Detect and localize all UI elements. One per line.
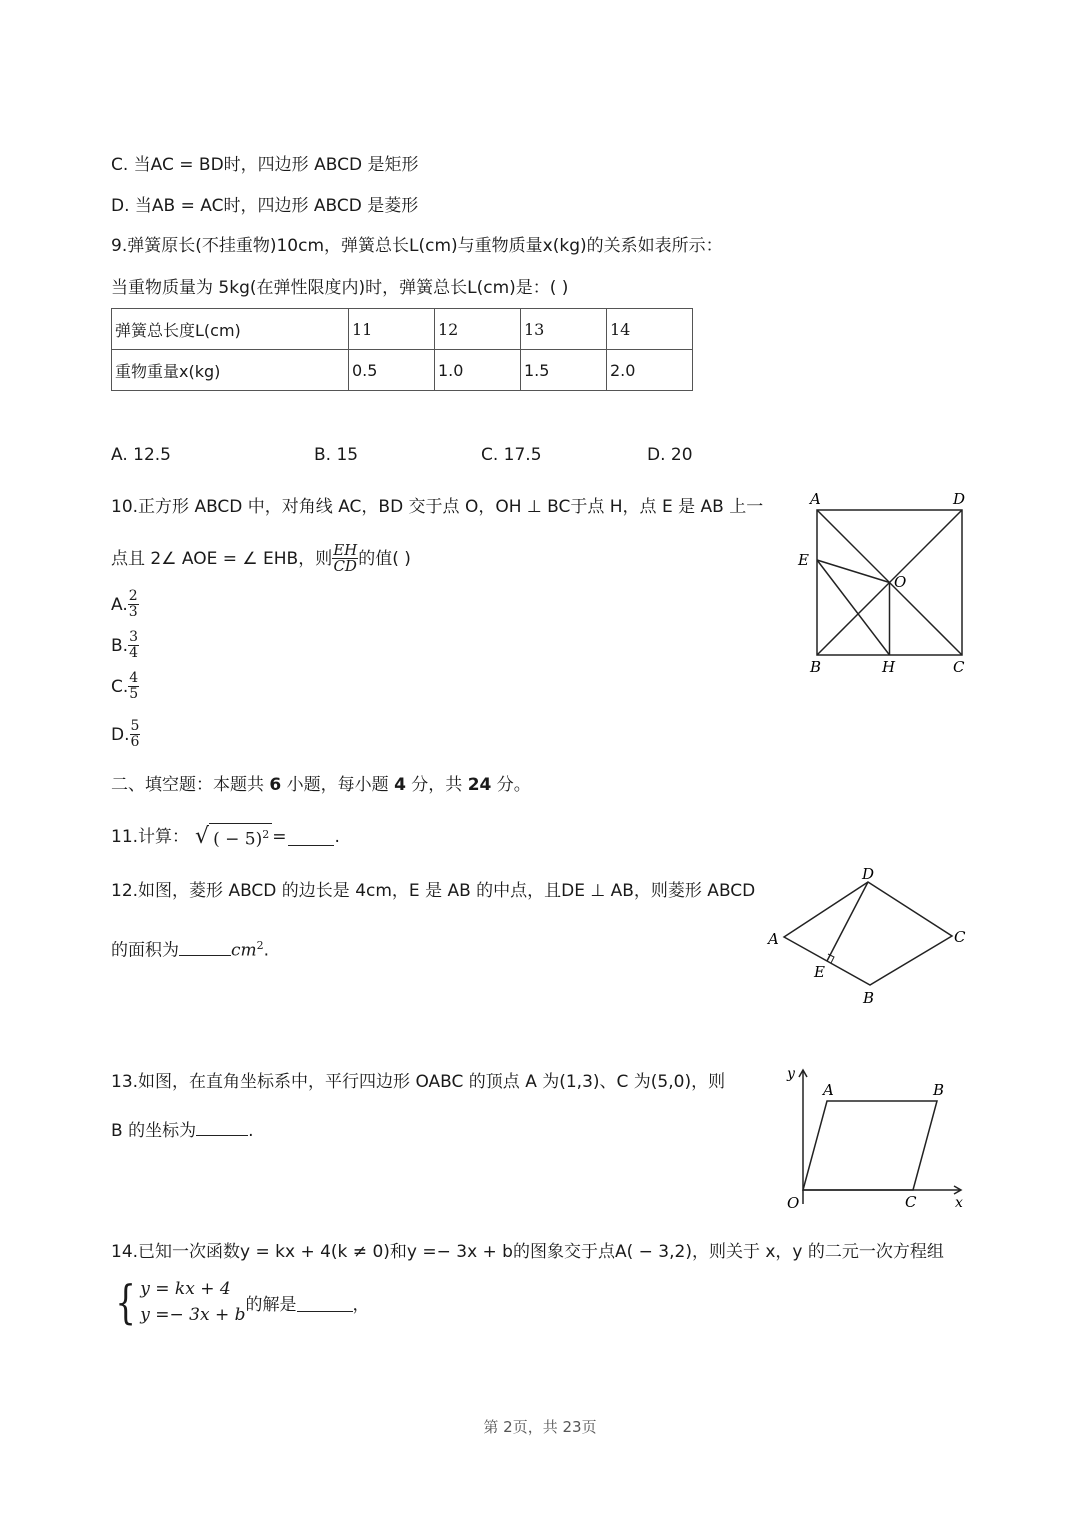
label-d: D bbox=[862, 865, 875, 883]
label-b: B bbox=[863, 989, 875, 1007]
option-fraction bbox=[128, 671, 139, 702]
section2-count: 6 bbox=[269, 775, 282, 795]
option-label: A. bbox=[111, 594, 128, 615]
page-footer: 第 2页，共 23页 bbox=[483, 1418, 597, 1436]
option-label: C. bbox=[111, 676, 129, 697]
q12-unit: cm bbox=[231, 940, 257, 961]
q10-square-figure bbox=[790, 485, 980, 680]
label-o: O bbox=[894, 573, 907, 591]
fraction-numerator: 5 bbox=[130, 718, 140, 734]
answer-blank bbox=[179, 937, 231, 956]
q11-radicand bbox=[209, 823, 272, 851]
q10-stem-line2 bbox=[111, 543, 411, 574]
q12-unit-exponent: 2 bbox=[256, 939, 264, 952]
label-e: E bbox=[814, 963, 825, 981]
label-y: y bbox=[787, 1066, 795, 1082]
section2-title bbox=[111, 773, 531, 797]
table-cell: 1.0 bbox=[435, 350, 521, 391]
table-row bbox=[112, 309, 693, 350]
q9-data-table bbox=[111, 308, 693, 391]
q10-option-d bbox=[111, 719, 140, 750]
segment-eh bbox=[817, 560, 890, 655]
table-cell: 弹簧总长度L(cm) bbox=[112, 309, 349, 350]
label-b: B bbox=[933, 1081, 945, 1099]
table-cell: 13 bbox=[521, 309, 607, 350]
fraction-denominator: 6 bbox=[130, 734, 140, 750]
q9-option-b: B. 15 bbox=[314, 445, 359, 465]
q9-option-c: C. 17.5 bbox=[481, 445, 542, 465]
q10-option-c bbox=[111, 671, 139, 702]
q13-stem-text: B 的坐标为 bbox=[111, 1121, 197, 1141]
sqrt-icon: √ bbox=[195, 823, 210, 849]
radicand-text: ( − 5) bbox=[213, 829, 263, 850]
fraction-numerator: 4 bbox=[129, 670, 139, 686]
q12-stem-line2 bbox=[111, 934, 269, 963]
q11-prefix: 11.计算： bbox=[111, 826, 190, 847]
parallelogram-oabc bbox=[803, 1101, 937, 1190]
q10-stem-end: 的值( ) bbox=[358, 548, 411, 569]
label-a: A bbox=[810, 490, 821, 508]
q8-option-d: D. 当AB = AC时，四边形 ABCD 是菱形 bbox=[111, 196, 419, 216]
label-c: C bbox=[905, 1193, 917, 1211]
q9-option-a: A. 12.5 bbox=[111, 445, 171, 465]
q10-option-a bbox=[111, 589, 139, 620]
q12-rhombus-figure bbox=[760, 862, 980, 1012]
table-row bbox=[112, 350, 693, 391]
option-fraction bbox=[130, 719, 141, 750]
q13-coordinate-figure bbox=[765, 1062, 970, 1217]
radicand-exponent: 2 bbox=[262, 828, 270, 841]
section2-total: 24 bbox=[467, 775, 492, 795]
table-cell: 2.0 bbox=[607, 350, 693, 391]
fraction-denominator: CD bbox=[333, 557, 357, 575]
q14-stem-text: 的解是 bbox=[245, 1294, 297, 1315]
fraction-numerator: EH bbox=[333, 541, 358, 559]
label-e: E bbox=[798, 551, 809, 569]
q12-stem-text: 的面积为 bbox=[111, 940, 179, 961]
label-o: O bbox=[787, 1194, 800, 1212]
option-fraction bbox=[128, 630, 139, 661]
equation-1: y = kx + 4 bbox=[140, 1279, 231, 1299]
section2-title-text: 二、填空题：本题共 bbox=[111, 775, 270, 795]
answer-blank bbox=[297, 1293, 353, 1312]
q14-end: ， bbox=[352, 1294, 370, 1315]
equation-2: y =− 3x + b bbox=[140, 1305, 246, 1325]
table-cell: 重物重量x(kg) bbox=[112, 350, 349, 391]
q11-equals: = bbox=[272, 826, 287, 847]
table-cell: 14 bbox=[607, 309, 693, 350]
table-cell: 11 bbox=[349, 309, 435, 350]
section2-title-text: 分。 bbox=[491, 775, 531, 795]
section2-score-each: 4 bbox=[394, 775, 406, 795]
section2-title-text: 分，共 bbox=[405, 775, 468, 795]
q13-stem-line2 bbox=[111, 1117, 253, 1143]
section2-title-text: 小题，每小题 bbox=[281, 775, 395, 795]
segment-de bbox=[827, 882, 868, 961]
table-cell: 1.5 bbox=[521, 350, 607, 391]
answer-blank bbox=[196, 1117, 248, 1136]
fraction-numerator: 2 bbox=[128, 588, 138, 604]
label-c: C bbox=[954, 928, 966, 946]
option-label: B. bbox=[111, 635, 129, 656]
q10-stem-text: 点且 2∠ AOE = ∠ EHB，则 bbox=[111, 548, 333, 569]
table-cell: 0.5 bbox=[349, 350, 435, 391]
label-d: D bbox=[953, 490, 966, 508]
label-h: H bbox=[882, 658, 896, 676]
label-x: x bbox=[955, 1195, 963, 1211]
q12-stem-line1: 12.如图，菱形 ABCD 的边长是 4cm，E 是 AB 的中点，且DE ⊥ AB，则菱形 ABCD bbox=[111, 881, 756, 901]
q8-option-c: C. 当AC = BD时，四边形 ABCD 是矩形 bbox=[111, 155, 419, 175]
q10-fraction-eh-cd bbox=[332, 543, 358, 574]
q13-stem-line1: 13.如图，在直角坐标系中，平行四边形 OABC 的顶点 A 为(1,3)、C 为(5,0)，则 bbox=[111, 1072, 726, 1092]
label-a: A bbox=[768, 930, 779, 948]
fraction-denominator: 3 bbox=[128, 604, 138, 620]
q14-stem-line1: 14.已知一次函数y = kx + 4(k ≠ 0)和y =− 3x + b的图象交于点A( − 3,2)，则关于 x，y 的二元一次方程组 bbox=[111, 1242, 944, 1262]
q10-stem-line1: 10.正方形 ABCD 中，对角线 AC，BD 交于点 O，OH ⊥ BC于点 H，点 E 是 AB 上一 bbox=[111, 497, 764, 517]
q9-stem-line1: 9.弹簧原长(不挂重物)10cm，弹簧总长L(cm)与重物质量x(kg)的关系如表所示： bbox=[111, 236, 723, 256]
label-a: A bbox=[823, 1081, 834, 1099]
rhombus-abcd bbox=[784, 882, 952, 985]
q9-option-d: D. 20 bbox=[647, 445, 693, 465]
fraction-denominator: 5 bbox=[129, 686, 139, 702]
q14-equation-system bbox=[111, 1276, 370, 1328]
answer-blank bbox=[288, 827, 334, 846]
table-cell: 12 bbox=[435, 309, 521, 350]
option-label: D. bbox=[111, 724, 130, 745]
q9-stem-line2: 当重物质量为 5kg(在弹性限度内)时，弹簧总长L(cm)是：( ) bbox=[111, 278, 569, 298]
q12-end: . bbox=[263, 940, 270, 961]
fraction-numerator: 3 bbox=[129, 629, 138, 645]
q11-stem bbox=[111, 823, 340, 851]
q13-end: . bbox=[248, 1121, 254, 1141]
fraction-denominator: 4 bbox=[129, 645, 138, 661]
option-fraction bbox=[128, 589, 139, 620]
label-b: B bbox=[810, 658, 822, 676]
equation-rows bbox=[140, 1276, 245, 1328]
left-brace-icon: { bbox=[115, 1275, 136, 1329]
label-c: C bbox=[953, 658, 965, 676]
q11-end: . bbox=[334, 826, 340, 847]
q10-option-b bbox=[111, 630, 139, 661]
